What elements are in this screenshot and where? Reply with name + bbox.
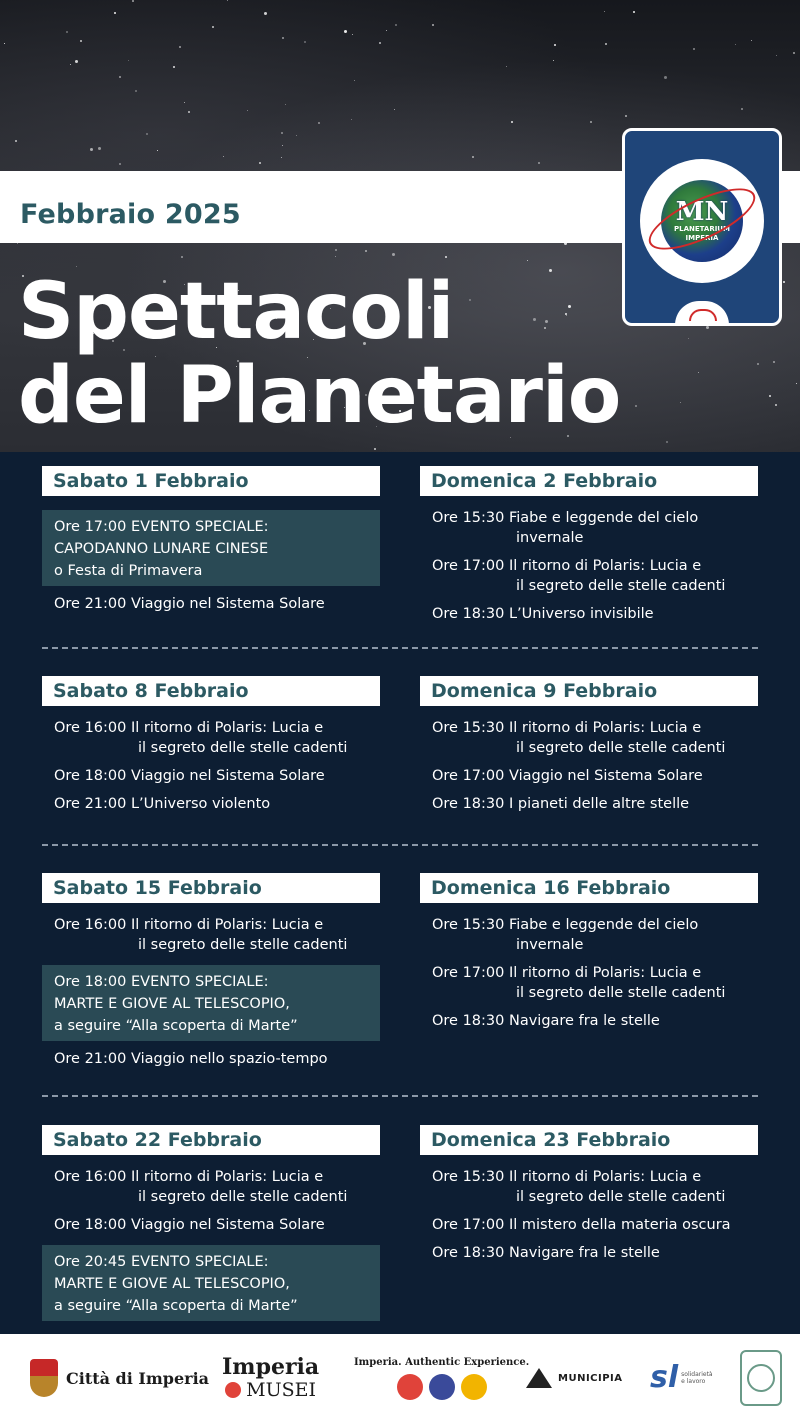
event-line: Ore 21:00 L’Universo violento xyxy=(54,796,271,812)
event xyxy=(420,794,758,814)
sl-logo xyxy=(650,1334,713,1422)
event-line: Ore 21:00 Viaggio nel Sistema Solare xyxy=(54,596,325,612)
star xyxy=(511,121,513,123)
event-line: a seguire “Alla scoperta di Marte” xyxy=(54,1298,298,1314)
event-line: il segreto delle stelle cadenti xyxy=(138,740,348,756)
event xyxy=(42,794,380,814)
day-block xyxy=(42,873,380,1069)
separator xyxy=(42,844,758,846)
logo-disc xyxy=(640,159,764,283)
event-line: Ore 15:30 Fiabe e leggende del cielo xyxy=(432,510,699,526)
star xyxy=(472,156,474,158)
event-line: Ore 17:00 Il ritorno di Polaris: Lucia e xyxy=(432,965,702,981)
month-label: Febbraio 2025 xyxy=(20,199,241,230)
star xyxy=(386,30,387,31)
star xyxy=(374,448,376,450)
sl-subtitle: solidarietà e lavoro xyxy=(681,1371,713,1385)
event-line: il segreto delle stelle cadenti xyxy=(516,1189,726,1205)
star xyxy=(15,140,17,142)
star xyxy=(633,11,635,13)
star xyxy=(66,31,68,33)
star xyxy=(693,48,695,50)
event xyxy=(420,1243,758,1263)
event-line: Ore 16:00 Il ritorno di Polaris: Lucia e xyxy=(54,917,324,933)
event-line: MARTE E GIOVE AL TELESCOPIO, xyxy=(54,1276,290,1292)
star xyxy=(135,90,137,92)
star xyxy=(285,104,286,105)
star xyxy=(98,147,101,150)
musei-top: Imperia xyxy=(222,1354,320,1380)
day-block xyxy=(420,676,758,814)
star xyxy=(90,148,93,151)
star xyxy=(769,395,771,397)
planetarium-logo xyxy=(622,128,782,326)
star xyxy=(666,441,668,443)
star xyxy=(538,162,540,164)
event-line: Ore 17:00 Il mistero della materia oscura xyxy=(432,1217,731,1233)
star xyxy=(4,43,5,44)
event xyxy=(42,594,380,614)
event-line: o Festa di Primavera xyxy=(54,563,203,579)
event-line: Ore 20:45 EVENTO SPECIALE: xyxy=(54,1254,269,1270)
crest-icon xyxy=(30,1359,58,1397)
event-line: invernale xyxy=(516,530,584,546)
star xyxy=(296,135,297,136)
event-line: il segreto delle stelle cadenti xyxy=(516,578,726,594)
circles-icon xyxy=(394,1374,490,1400)
event-line: Ore 21:00 Viaggio nello spazio-tempo xyxy=(54,1051,328,1067)
star xyxy=(741,108,743,110)
day-heading: Sabato 8 Febbraio xyxy=(42,676,380,706)
event xyxy=(420,556,758,596)
star xyxy=(751,40,752,41)
municipia-label: MUNICIPIA xyxy=(558,1372,623,1384)
separator xyxy=(42,1095,758,1097)
event-line: Ore 15:30 Il ritorno di Polaris: Lucia e xyxy=(432,720,702,736)
star xyxy=(793,52,795,54)
star xyxy=(698,372,699,373)
star xyxy=(392,253,395,256)
event xyxy=(420,508,758,548)
musei-bottom-row xyxy=(225,1379,316,1401)
event-line: il segreto delle stelle cadenti xyxy=(516,985,726,1001)
event-line: Ore 17:00 Viaggio nel Sistema Solare xyxy=(432,768,703,784)
event xyxy=(42,1049,380,1069)
star xyxy=(365,250,367,252)
star xyxy=(335,249,337,251)
star xyxy=(146,133,148,135)
star xyxy=(281,157,282,158)
circle-yellow-icon xyxy=(461,1374,487,1400)
schedule xyxy=(0,452,800,1334)
star xyxy=(432,24,434,26)
star xyxy=(796,383,797,384)
antiquarium-icon xyxy=(740,1350,782,1406)
page-title xyxy=(18,267,621,441)
event-line: Ore 15:30 Fiabe e leggende del cielo xyxy=(432,917,699,933)
logo-mark: MN xyxy=(675,197,729,227)
title-line-1: Spettacoli xyxy=(18,267,454,357)
star xyxy=(157,150,158,151)
star xyxy=(605,43,607,45)
star xyxy=(395,24,397,26)
event-line: Ore 17:00 EVENTO SPECIALE: xyxy=(54,519,269,535)
day-heading: Domenica 16 Febbraio xyxy=(420,873,758,903)
star xyxy=(264,12,267,15)
special-event xyxy=(42,510,380,586)
star xyxy=(506,66,507,67)
day-heading: Sabato 15 Febbraio xyxy=(42,873,380,903)
event-line: Ore 18:30 I pianeti delle altre stelle xyxy=(432,796,690,812)
star xyxy=(352,34,353,35)
sl-mark: sl xyxy=(650,1360,679,1395)
star xyxy=(223,156,224,157)
star xyxy=(635,405,637,407)
event xyxy=(42,718,380,758)
antiquarium-logo xyxy=(740,1334,782,1422)
citta-di-imperia-logo xyxy=(30,1334,209,1422)
event xyxy=(42,1167,380,1207)
day-block xyxy=(42,466,380,614)
circle-red-icon xyxy=(397,1374,423,1400)
event-line: il segreto delle stelle cadenti xyxy=(138,937,348,953)
star xyxy=(351,119,352,120)
star xyxy=(553,60,554,61)
day-heading: Sabato 1 Febbraio xyxy=(42,466,380,496)
event xyxy=(420,718,758,758)
authentic-experience-logo xyxy=(354,1334,529,1422)
star xyxy=(735,44,736,45)
municipia-logo xyxy=(526,1334,623,1422)
star xyxy=(554,44,556,46)
musei-dot-icon xyxy=(225,1382,241,1398)
day-block xyxy=(420,873,758,1031)
event xyxy=(420,915,758,955)
star xyxy=(783,281,785,283)
star xyxy=(688,338,689,339)
star xyxy=(114,12,116,14)
star xyxy=(590,121,592,123)
star xyxy=(70,64,71,65)
star xyxy=(247,110,248,111)
star xyxy=(184,102,185,103)
event-line: Ore 15:30 Il ritorno di Polaris: Lucia e xyxy=(432,1169,702,1185)
circle-blue-icon xyxy=(429,1374,455,1400)
logo-text: PLANETARIUM IMPERIA xyxy=(674,225,730,242)
citta-label: Città di Imperia xyxy=(66,1368,210,1388)
event-line: a seguire “Alla scoperta di Marte” xyxy=(54,1018,298,1034)
event xyxy=(42,1215,380,1235)
day-heading: Domenica 2 Febbraio xyxy=(420,466,758,496)
star xyxy=(445,256,447,258)
day-heading: Domenica 23 Febbraio xyxy=(420,1125,758,1155)
event-line: il segreto delle stelle cadenti xyxy=(138,1189,348,1205)
event-line: invernale xyxy=(516,937,584,953)
event xyxy=(420,1215,758,1235)
event-line: Ore 16:00 Il ritorno di Polaris: Lucia e xyxy=(54,720,324,736)
event xyxy=(420,1011,758,1031)
star xyxy=(335,256,336,257)
event-line: Ore 16:00 Il ritorno di Polaris: Lucia e xyxy=(54,1169,324,1185)
event xyxy=(420,766,758,786)
star xyxy=(773,361,775,363)
star xyxy=(227,0,228,1)
star xyxy=(776,55,777,56)
special-event xyxy=(42,1245,380,1321)
hero-starfield xyxy=(0,0,800,452)
star xyxy=(775,404,777,406)
star xyxy=(282,145,283,146)
event xyxy=(420,963,758,1003)
star xyxy=(119,163,121,165)
day-block xyxy=(42,676,380,814)
event xyxy=(42,766,380,786)
star xyxy=(394,109,395,110)
day-block xyxy=(42,1125,380,1321)
title-line-2: del Planetario xyxy=(18,351,621,441)
event xyxy=(420,604,758,624)
event xyxy=(42,915,380,955)
day-heading: Domenica 9 Febbraio xyxy=(420,676,758,706)
day-block xyxy=(420,466,758,624)
event-line: Ore 18:30 L’Universo invisibile xyxy=(432,606,654,622)
event-line: il segreto delle stelle cadenti xyxy=(516,740,726,756)
star xyxy=(281,132,283,134)
event-line: Ore 18:30 Navigare fra le stelle xyxy=(432,1245,660,1261)
star xyxy=(318,122,320,124)
event-line: CAPODANNO LUNARE CINESE xyxy=(54,541,269,557)
star xyxy=(80,40,82,42)
star xyxy=(527,260,528,261)
star xyxy=(212,26,214,28)
star xyxy=(75,60,78,63)
star xyxy=(188,111,190,113)
event-line: MARTE E GIOVE AL TELESCOPIO, xyxy=(54,996,290,1012)
event-line: Ore 18:30 Navigare fra le stelle xyxy=(432,1013,660,1029)
star xyxy=(179,46,181,48)
star xyxy=(680,402,681,403)
logo-tab-icon xyxy=(675,301,729,325)
star xyxy=(706,326,709,329)
event-line: Ore 18:00 Viaggio nel Sistema Solare xyxy=(54,768,325,784)
musei-label: MUSEI xyxy=(246,1379,316,1401)
star xyxy=(181,256,183,258)
star xyxy=(282,37,284,39)
star xyxy=(304,41,306,43)
star xyxy=(757,363,759,365)
star xyxy=(344,30,347,33)
star xyxy=(664,76,667,79)
authentic-label: Imperia. Authentic Experience. xyxy=(354,1356,530,1368)
event xyxy=(420,1167,758,1207)
day-block xyxy=(420,1125,758,1263)
event-line: Ore 17:00 Il ritorno di Polaris: Lucia e xyxy=(432,558,702,574)
star xyxy=(354,80,355,81)
separator xyxy=(42,647,758,649)
star xyxy=(173,66,175,68)
star xyxy=(259,162,261,164)
special-event xyxy=(42,965,380,1041)
footer-sponsors xyxy=(0,1334,800,1422)
star xyxy=(379,42,381,44)
day-heading: Sabato 22 Febbraio xyxy=(42,1125,380,1155)
event-line: Ore 18:00 Viaggio nel Sistema Solare xyxy=(54,1217,325,1233)
imperia-musei-logo xyxy=(222,1334,319,1422)
municipia-icon xyxy=(526,1368,552,1388)
star xyxy=(119,76,121,78)
star xyxy=(625,115,627,117)
event-line: Ore 18:00 EVENTO SPECIALE: xyxy=(54,974,269,990)
star xyxy=(128,60,129,61)
star xyxy=(132,0,134,2)
star xyxy=(604,11,605,12)
